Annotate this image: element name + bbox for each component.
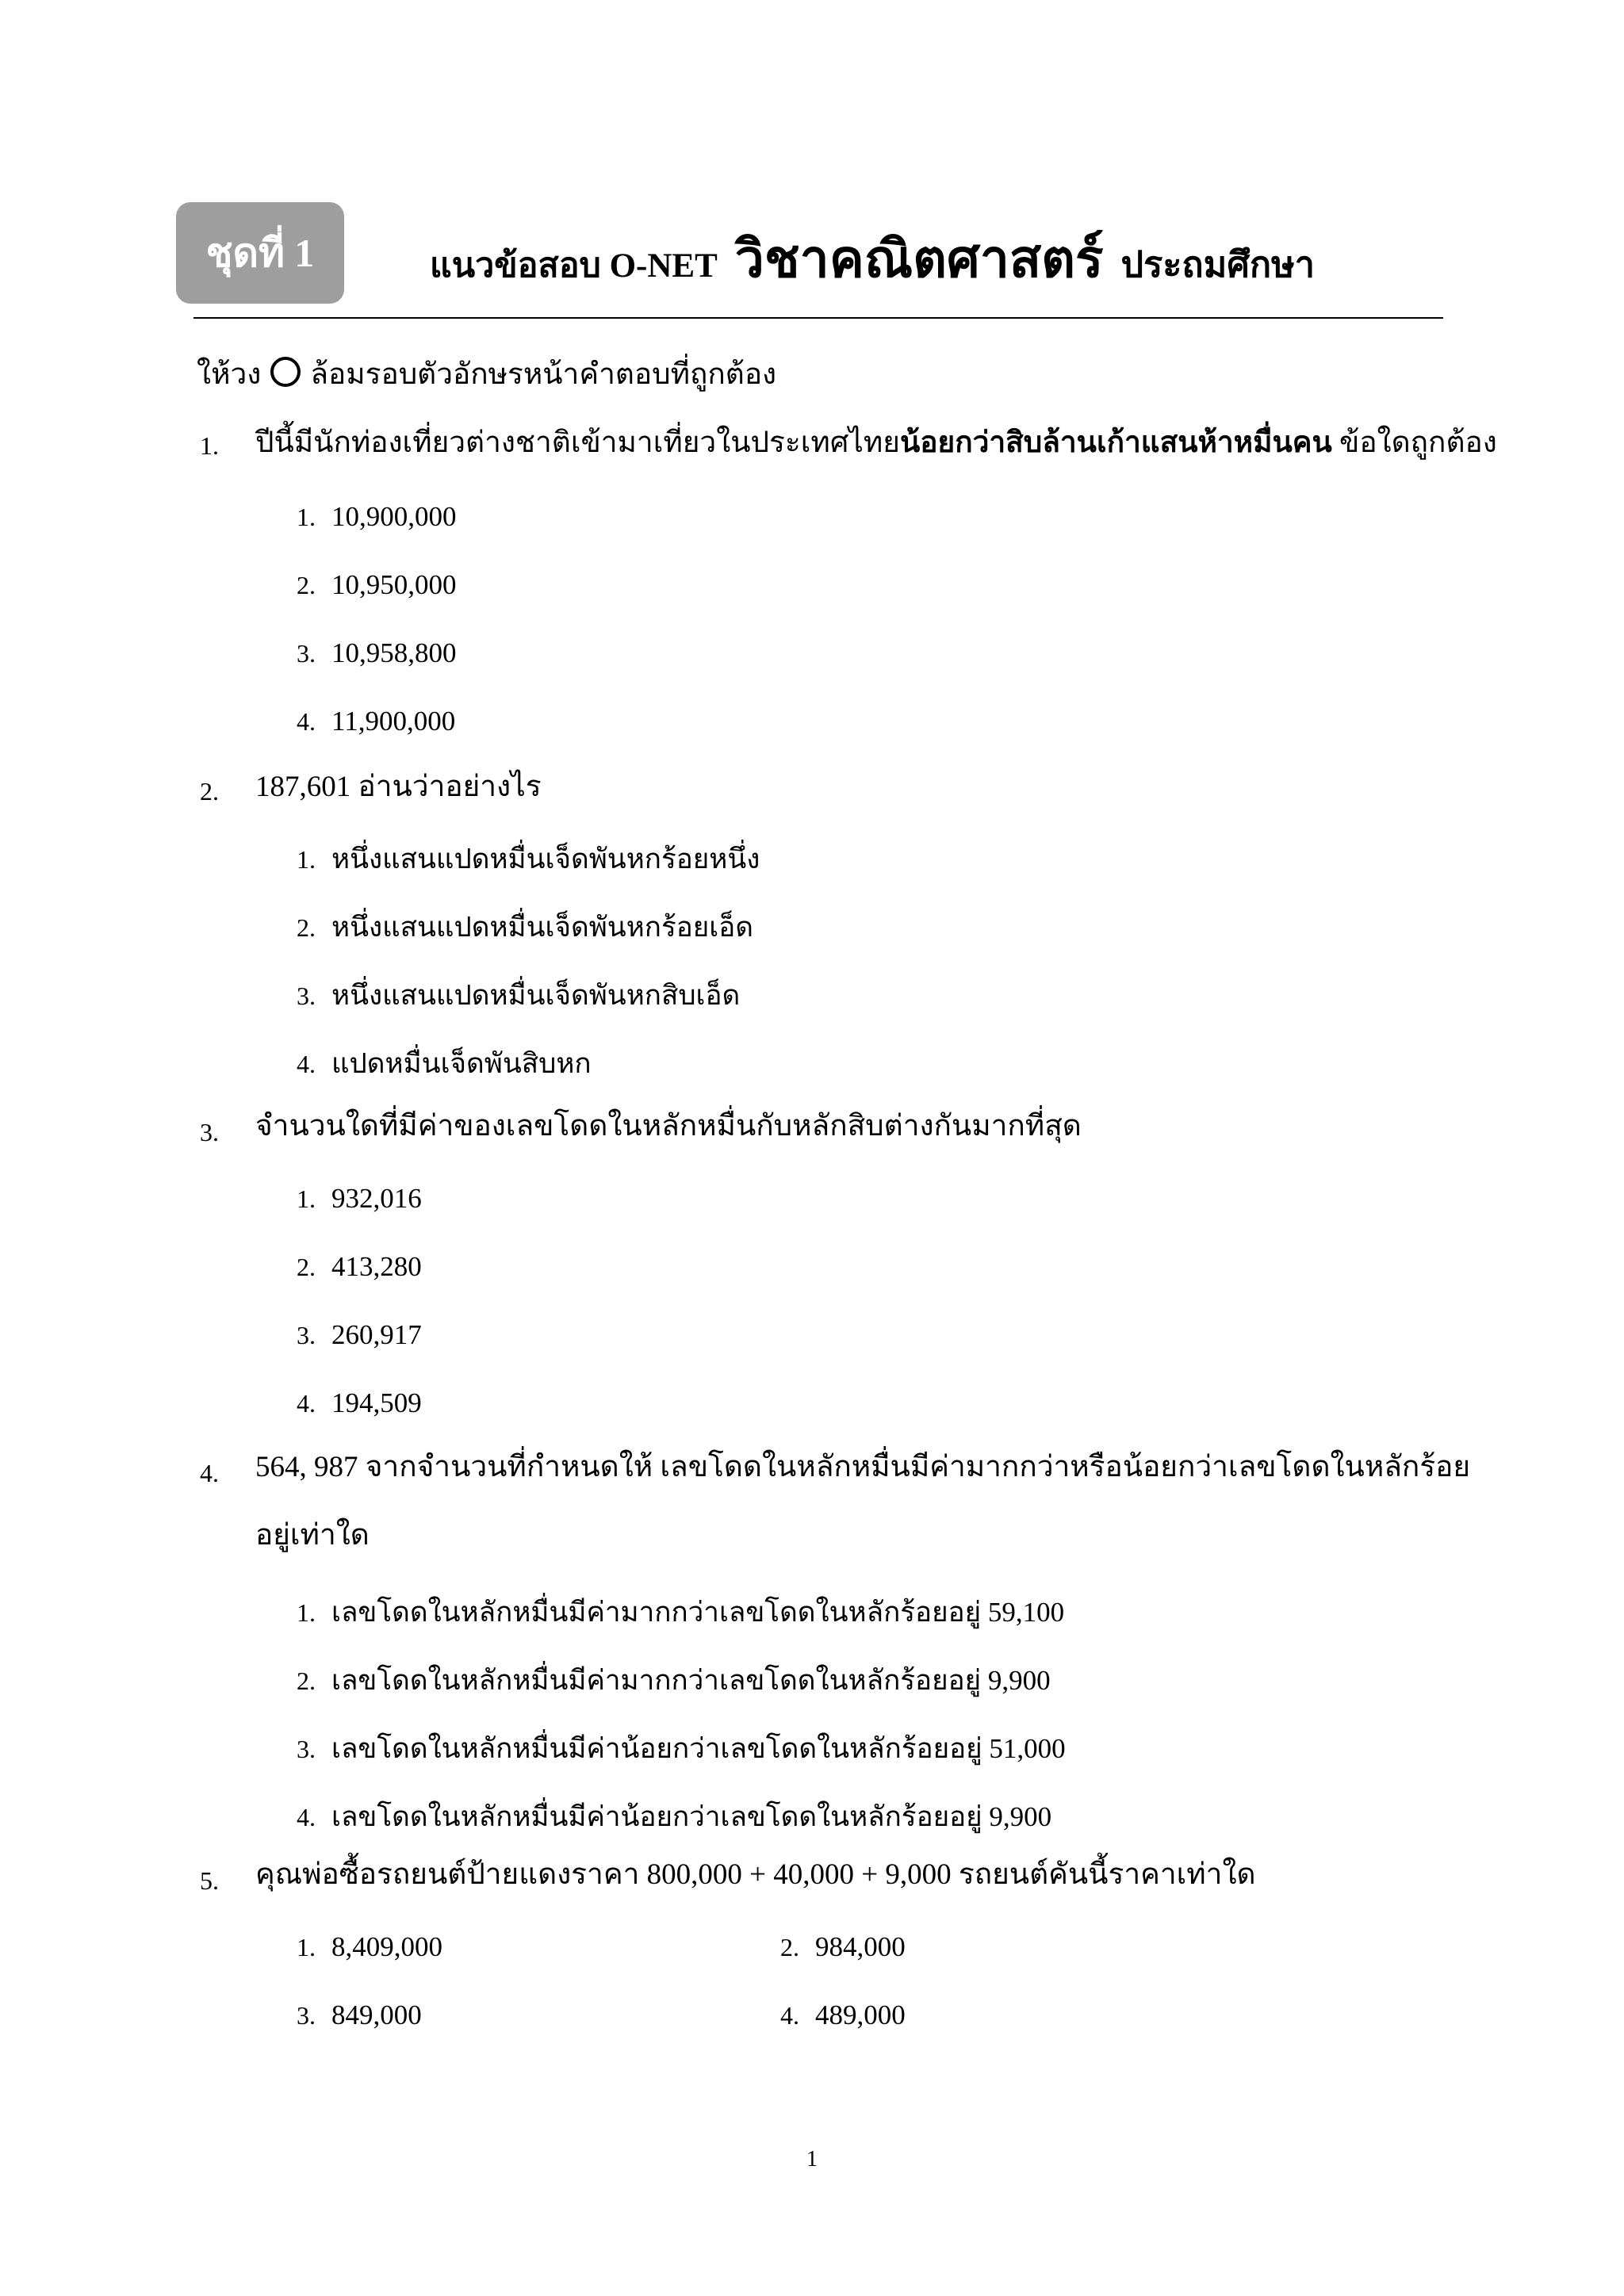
option-number: 1. xyxy=(297,1933,316,1961)
option-number: 2. xyxy=(297,1667,316,1695)
answer-option[interactable] xyxy=(297,501,457,533)
answer-option[interactable] xyxy=(297,1999,422,2031)
question-number: 2. xyxy=(200,777,219,806)
answer-option[interactable] xyxy=(297,1590,1064,1634)
question-text-start: ปีนี้มีนักท่องเที่ยวต่างชาติเข้ามาเที่ยวในประเทศไทย xyxy=(255,427,900,459)
question-text xyxy=(255,427,1497,461)
option-text: 194,509 xyxy=(331,1387,422,1418)
option-text: 10,900,000 xyxy=(331,501,457,532)
answer-option[interactable] xyxy=(780,1999,906,2031)
answer-option[interactable] xyxy=(297,1251,422,1283)
question-text: จำนวนใดที่มีค่าของเลขโดดในหลักหมื่นกับหลักสิบต่างกันมากที่สุด xyxy=(255,1110,1082,1142)
option-text: 932,016 xyxy=(331,1183,422,1214)
instruction-after: ล้อมรอบตัวอักษรหน้าคำตอบที่ถูกต้อง xyxy=(310,358,777,391)
question-text: 187,601 อ่านว่าอย่างไร xyxy=(255,771,542,803)
option-number: 2. xyxy=(297,571,316,599)
answer-option[interactable] xyxy=(297,569,457,601)
question-text-end: ข้อใดถูกต้อง xyxy=(1331,427,1497,459)
option-text: 984,000 xyxy=(815,1931,906,1962)
page-number: 1 xyxy=(806,2147,818,2172)
option-number: 4. xyxy=(297,1050,316,1078)
question-number: 3. xyxy=(200,1118,219,1146)
title-level: ประถมศึกษา xyxy=(1120,245,1316,285)
exam-title xyxy=(430,217,1315,300)
question-text-line2: อยู่เท่าใด xyxy=(255,1519,370,1552)
question-number: 1. xyxy=(200,431,219,460)
option-number: 1. xyxy=(297,503,316,531)
title-subject: วิชาคณิตศาสตร์ xyxy=(734,231,1104,289)
option-number: 4. xyxy=(297,1803,316,1831)
question-number: 4. xyxy=(200,1459,219,1487)
option-number: 4. xyxy=(780,2001,799,2030)
answer-option[interactable] xyxy=(780,1931,906,1963)
option-number: 3. xyxy=(297,982,316,1010)
answer-option[interactable] xyxy=(297,637,457,669)
option-text: 413,280 xyxy=(331,1251,422,1282)
option-text: หนึ่งแสนแปดหมื่นเจ็ดพันหกสิบเอ็ด xyxy=(331,980,741,1011)
option-text: หนึ่งแสนแปดหมื่นเจ็ดพันหกร้อยหนึ่ง xyxy=(331,844,760,874)
header-divider xyxy=(193,317,1443,319)
answer-option[interactable] xyxy=(297,1659,1051,1702)
option-text: 849,000 xyxy=(331,1999,422,2030)
answer-option[interactable] xyxy=(297,1183,422,1215)
option-text: เลขโดดในหลักหมื่นมีค่าน้อยกว่าเลขโดดในหลักร้อยอยู่ 51,000 xyxy=(331,1733,1066,1764)
option-text: 8,409,000 xyxy=(331,1931,442,1962)
option-number: 3. xyxy=(297,639,316,668)
option-number: 4. xyxy=(297,707,316,736)
exam-header xyxy=(176,200,1442,319)
option-text: เลขโดดในหลักหมื่นมีค่ามากกว่าเลขโดดในหลักร้อยอยู่ 9,900 xyxy=(331,1665,1051,1696)
answer-option[interactable] xyxy=(297,1727,1066,1770)
answer-option[interactable] xyxy=(297,1387,422,1419)
answer-option[interactable] xyxy=(297,1319,422,1351)
instruction-before: ให้วง xyxy=(197,358,262,391)
answer-option[interactable] xyxy=(297,837,760,881)
option-text: แปดหมื่นเจ็ดพันสิบหก xyxy=(331,1048,592,1079)
answer-option[interactable] xyxy=(297,706,455,737)
option-text: 10,950,000 xyxy=(331,569,457,600)
question-number: 5. xyxy=(200,1866,219,1895)
option-text: 489,000 xyxy=(815,1999,906,2030)
option-text: 10,958,800 xyxy=(331,637,457,668)
option-number: 4. xyxy=(297,1389,316,1418)
instruction xyxy=(197,357,776,392)
answer-option[interactable] xyxy=(297,974,740,1017)
answer-option[interactable] xyxy=(297,1042,592,1085)
answer-option[interactable] xyxy=(297,1931,442,1963)
option-number: 3. xyxy=(297,2001,316,2030)
option-number: 2. xyxy=(780,1933,799,1961)
option-number: 1. xyxy=(297,1598,316,1627)
option-number: 1. xyxy=(297,845,316,874)
option-text: เลขโดดในหลักหมื่นมีค่าน้อยกว่าเลขโดดในหลักร้อยอยู่ 9,900 xyxy=(331,1801,1052,1832)
question-text-emphasis: น้อยกว่าสิบล้านเก้าแสนห้าหมื่นคน xyxy=(900,427,1332,459)
question-text-line1: 564, 987 จากจำนวนที่กำหนดให้ เลขโดดในหลักหมื่นมีค่ามากกว่าหรือน้อยกว่าเลขโดดในหลักร้อย xyxy=(255,1451,1471,1483)
set-badge: ชุดที่ 1 xyxy=(176,202,344,304)
question-text: คุณพ่อซื้อรถยนต์ป้ายแดงราคา 800,000 + 40,000 + 9,000 รถยนต์คันนี้ราคาเท่าใด xyxy=(255,1858,1256,1891)
option-text: 11,900,000 xyxy=(331,706,456,737)
answer-option[interactable] xyxy=(297,1795,1051,1839)
option-number: 3. xyxy=(297,1321,316,1349)
option-text: เลขโดดในหลักหมื่นมีค่ามากกว่าเลขโดดในหลักร้อยอยู่ 59,100 xyxy=(331,1597,1065,1628)
option-number: 2. xyxy=(297,1253,316,1281)
circle-icon xyxy=(270,357,301,387)
answer-option[interactable] xyxy=(297,905,753,949)
title-prefix: แนวข้อสอบ O-NET xyxy=(430,247,718,285)
option-text: หนึ่งแสนแปดหมื่นเจ็ดพันหกร้อยเอ็ด xyxy=(331,912,754,943)
option-number: 1. xyxy=(297,1184,316,1213)
option-number: 2. xyxy=(297,913,316,942)
option-number: 3. xyxy=(297,1735,316,1763)
option-text: 260,917 xyxy=(331,1319,422,1350)
